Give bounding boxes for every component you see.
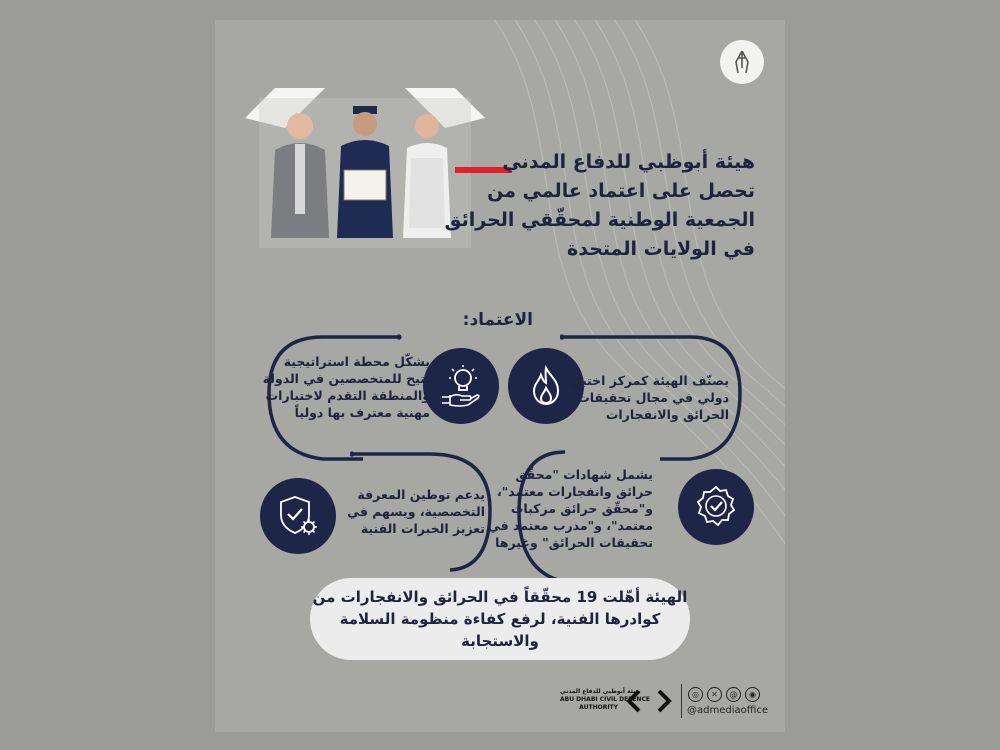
- card-line: دولي في مجال تحقيقات: [577, 390, 729, 405]
- footer-divider: [681, 684, 682, 718]
- card-line: يشكّل محطة استراتيجية: [283, 354, 430, 369]
- headline: [444, 148, 755, 264]
- x-icon[interactable]: ✕: [707, 687, 722, 702]
- card-line: مهنية معترف بها دولياً: [294, 405, 430, 420]
- card-line: و"محقّق حرائق مركبات: [510, 501, 653, 516]
- card-line: يصنّف الهيئة كمركز اختبار: [570, 373, 729, 388]
- lightbulb-hand-icon: [423, 348, 499, 424]
- summary-line: الهيئة أهّلت 19 محقّقاً في الحرائق والانفجارات من: [312, 588, 688, 606]
- card-line: التخصصية، ويسهم في: [347, 504, 485, 519]
- summary-pill: [310, 578, 690, 660]
- instagram-icon[interactable]: ◎: [688, 687, 703, 702]
- headline-line: في الولايات المتحدة: [567, 238, 755, 260]
- logo-line: AUTHORITY: [579, 704, 618, 711]
- card-text: [488, 466, 653, 551]
- headline-line: تحصل على اعتماد عالمي من: [487, 180, 755, 202]
- card-line: تتيح للمتخصصين في الدولة: [262, 371, 430, 386]
- headline-line: هيئة أبوظبي للدفاع المدني: [502, 151, 755, 173]
- threads-icon[interactable]: @: [726, 687, 741, 702]
- card-text: [263, 353, 430, 421]
- card-line: تحقيقات الحرائق" وغيرها: [495, 535, 653, 550]
- card-line: والمنطقة التقدم لاختبارات: [265, 388, 430, 403]
- logo-line: هيئة أبوظبي للدفاع المدني: [560, 688, 640, 695]
- falcon-emblem-icon: [720, 40, 764, 84]
- card-line: يشمل شهادات "محقّق: [515, 467, 653, 482]
- logo-line: ABU DHABI CIVIL DEFENCE: [560, 696, 650, 703]
- accreditation-label: الاعتماد:: [462, 310, 533, 330]
- poster: [215, 20, 785, 732]
- social-handle[interactable]: @admediaoffice: [687, 705, 769, 716]
- authority-logo-text: [560, 688, 650, 712]
- card-line: حرائق وانفجارات معتمد"،: [497, 484, 653, 499]
- headline-line: الجمعية الوطنية لمحقّقي الحرائق: [444, 209, 755, 231]
- chevrons-logo-icon: [625, 688, 673, 714]
- card-line: معتمد"، و"مدرب معتمد في: [487, 518, 653, 533]
- card-line: الحرائق والانفجارات: [605, 407, 729, 422]
- certified-badge-icon: [678, 469, 754, 545]
- social-icons: [688, 687, 760, 702]
- shield-gear-icon: [260, 478, 336, 554]
- card-text: [570, 372, 729, 423]
- card-line: يدعم توطين المعرفة: [357, 487, 485, 502]
- card-line: تعزيز الخبرات الفنية: [360, 521, 485, 536]
- summary-line: كوادرها الفنية، لرفع كفاءة منظومة السلامة والاستجابة: [339, 610, 661, 650]
- snapchat-icon[interactable]: ◉: [745, 687, 760, 702]
- card-text: [347, 486, 485, 537]
